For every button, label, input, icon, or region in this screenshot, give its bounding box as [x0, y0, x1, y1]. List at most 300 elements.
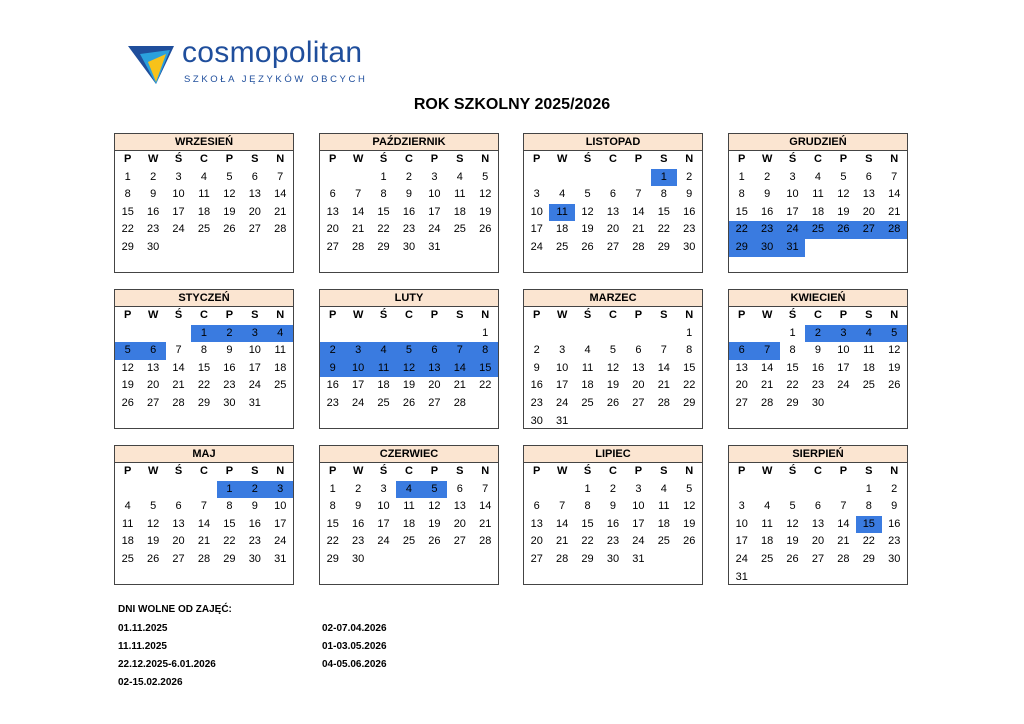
day-cell: 10 — [786, 188, 799, 201]
day-off-cell: 7 — [447, 342, 472, 360]
day-cell: 25 — [377, 396, 390, 409]
day-off-cell: 29 — [729, 239, 754, 257]
day-cell: 7 — [200, 500, 208, 513]
day-cell: 22 — [197, 379, 211, 392]
weekday-header: C — [405, 309, 413, 321]
day-cell: 29 — [683, 396, 696, 409]
day-cell: 19 — [147, 535, 160, 548]
day-cell: 26 — [428, 535, 441, 548]
day-cell: 16 — [223, 361, 236, 374]
weekday-header: P — [738, 153, 746, 165]
day-off-cell: 8 — [473, 342, 498, 360]
day-cell: 3 — [559, 344, 566, 357]
day-cell: 12 — [223, 188, 236, 201]
weekday-header: P — [329, 465, 337, 477]
day-cell: 3 — [380, 482, 387, 495]
day-cell: 10 — [377, 500, 390, 513]
day-off-cell: 7 — [754, 342, 779, 360]
day-cell: 17 — [786, 205, 799, 218]
day-off-cell: 3 — [345, 342, 370, 360]
weekday-header: P — [225, 153, 234, 165]
day-cell: 14 — [761, 361, 774, 374]
day-cell: 12 — [683, 500, 696, 513]
day-cell: 12 — [147, 517, 160, 530]
month-calendar — [523, 289, 703, 429]
weekday-header: S — [660, 309, 668, 321]
day-cell: 26 — [479, 223, 492, 236]
day-cell: 25 — [581, 396, 594, 409]
month-calendar — [319, 133, 499, 273]
day-cell: 6 — [251, 170, 258, 183]
day-cell: 1 — [865, 482, 872, 495]
day-off-cell: 6 — [422, 342, 447, 360]
weekday-header: W — [556, 153, 568, 165]
day-cell: 20 — [172, 535, 185, 548]
day-cell: 5 — [686, 482, 693, 495]
day-cell: 13 — [632, 361, 645, 374]
day-off-cell: 6 — [140, 342, 165, 360]
empty-cell — [191, 481, 216, 499]
day-off-cell: 6 — [729, 342, 754, 360]
day-cell: 29 — [197, 396, 211, 409]
day-off-cell: 25 — [805, 221, 830, 239]
day-cell: 27 — [453, 535, 466, 548]
day-cell: 20 — [530, 535, 543, 548]
day-cell: 18 — [657, 517, 670, 530]
day-cell: 20 — [326, 223, 339, 236]
day-cell: 3 — [635, 482, 642, 495]
day-cell: 18 — [862, 361, 875, 374]
day-cell: 9 — [355, 500, 362, 513]
day-cell: 8 — [329, 500, 336, 513]
day-cell: 2 — [764, 170, 771, 183]
day-cell: 22 — [862, 535, 875, 548]
month-name: KWIECIEŃ — [729, 290, 907, 307]
day-cell: 16 — [683, 205, 696, 218]
weekday-header: N — [890, 309, 899, 321]
day-cell: 8 — [686, 344, 693, 357]
weekday-header: S — [865, 309, 873, 321]
day-cell: 3 — [175, 170, 182, 183]
day-cell: 13 — [530, 517, 543, 530]
weekday-header: Ś — [379, 309, 388, 321]
day-grid — [729, 463, 907, 586]
day-cell: 17 — [377, 517, 390, 530]
day-cell: 24 — [274, 535, 287, 548]
day-cell: 29 — [377, 240, 390, 253]
day-cell: 28 — [172, 396, 185, 409]
day-cell: 31 — [428, 240, 441, 253]
day-cell: 29 — [862, 552, 875, 565]
empty-cell — [805, 481, 830, 499]
weekday-header: Ś — [583, 465, 592, 477]
day-cell: 28 — [352, 240, 365, 253]
day-cell: 25 — [453, 223, 466, 236]
day-cell: 4 — [584, 344, 591, 357]
day-off-cell: 23 — [754, 221, 779, 239]
day-cell: 3 — [738, 500, 745, 513]
day-cell: 30 — [223, 396, 236, 409]
empty-cell — [447, 325, 472, 343]
weekday-header: N — [481, 309, 490, 321]
day-cell: 15 — [735, 205, 748, 218]
weekday-header: Ś — [174, 309, 183, 321]
day-off-cell: 5 — [882, 325, 907, 343]
weekday-header: N — [890, 153, 899, 165]
weekday-header: S — [251, 465, 259, 477]
day-cell: 9 — [405, 188, 413, 201]
day-cell: 24 — [172, 223, 185, 236]
weekday-header: P — [430, 153, 439, 165]
day-grid — [115, 463, 293, 569]
day-cell: 13 — [453, 500, 466, 513]
day-cell: 21 — [453, 379, 466, 392]
day-cell: 6 — [865, 170, 872, 183]
day-cell: 16 — [402, 205, 416, 218]
month-name: WRZESIEŃ — [115, 134, 293, 151]
holiday-item: 22.12.2025-6.01.2026 — [118, 659, 216, 670]
weekday-header: N — [481, 465, 490, 477]
day-cell: 7 — [355, 188, 362, 201]
day-cell: 19 — [402, 379, 416, 392]
day-cell: 16 — [530, 379, 543, 392]
day-cell: 30 — [352, 552, 365, 565]
day-cell: 24 — [248, 379, 261, 392]
day-cell: 12 — [786, 517, 799, 530]
day-cell: 19 — [121, 379, 134, 392]
weekday-header: P — [839, 153, 848, 165]
day-grid — [729, 151, 907, 257]
day-cell: 17 — [530, 223, 543, 236]
day-cell: 2 — [405, 170, 413, 183]
day-cell: 14 — [172, 361, 185, 374]
day-cell: 6 — [814, 500, 822, 513]
day-cell: 26 — [147, 552, 160, 565]
day-cell: 21 — [657, 379, 670, 392]
weekday-header: W — [761, 465, 773, 477]
day-cell: 12 — [581, 205, 594, 218]
weekday-header: Ś — [379, 153, 388, 165]
day-cell: 23 — [530, 396, 543, 409]
weekday-header: P — [738, 465, 746, 477]
day-cell: 8 — [200, 344, 208, 357]
day-cell: 18 — [402, 517, 416, 530]
day-cell: 24 — [352, 396, 365, 409]
day-cell: 25 — [556, 240, 569, 253]
day-cell: 25 — [862, 379, 875, 392]
month-calendar — [523, 133, 703, 273]
day-cell: 20 — [248, 205, 261, 218]
day-grid — [320, 463, 498, 569]
day-cell: 23 — [326, 396, 339, 409]
day-cell: 26 — [581, 240, 594, 253]
day-cell: 10 — [735, 517, 748, 530]
day-cell: 19 — [786, 535, 799, 548]
day-cell: 16 — [811, 361, 825, 374]
empty-cell — [524, 481, 549, 499]
weekday-header: N — [276, 465, 285, 477]
empty-cell — [524, 325, 549, 343]
day-cell: 11 — [863, 344, 875, 357]
day-cell: 20 — [735, 379, 748, 392]
day-cell: 31 — [556, 414, 569, 427]
day-cell: 8 — [660, 188, 667, 201]
day-cell: 23 — [606, 535, 620, 548]
day-cell: 24 — [632, 535, 645, 548]
weekday-header: Ś — [788, 465, 797, 477]
day-cell: 30 — [811, 396, 825, 409]
day-cell: 6 — [175, 500, 182, 513]
day-off-cell: 13 — [422, 360, 447, 378]
day-cell: 5 — [840, 170, 847, 183]
day-off-cell: 2 — [805, 325, 830, 343]
day-cell: 27 — [428, 396, 441, 409]
day-cell: 10 — [428, 188, 441, 201]
day-cell: 4 — [559, 188, 566, 201]
weekday-header: Ś — [788, 309, 797, 321]
holiday-item: 04-05.06.2026 — [322, 659, 387, 670]
day-cell: 6 — [533, 500, 540, 513]
day-cell: 6 — [456, 482, 463, 495]
empty-cell — [754, 325, 779, 343]
month-calendar — [114, 133, 294, 273]
weekday-header: P — [430, 309, 439, 321]
day-off-cell: 4 — [268, 325, 293, 343]
weekday-header: P — [225, 309, 234, 321]
month-calendar — [319, 445, 499, 585]
day-off-cell: 31 — [780, 239, 805, 257]
day-cell: 14 — [657, 361, 670, 374]
day-cell: 12 — [479, 188, 492, 201]
day-cell: 9 — [226, 344, 233, 357]
day-cell: 31 — [632, 552, 645, 565]
day-cell: 15 — [683, 361, 696, 374]
day-off-cell: 3 — [268, 481, 293, 499]
day-cell: 6 — [609, 188, 617, 201]
day-cell: 30 — [402, 240, 416, 253]
empty-cell — [600, 169, 625, 187]
day-cell: 23 — [683, 223, 696, 236]
weekday-header: S — [456, 465, 464, 477]
weekday-header: Ś — [583, 309, 592, 321]
day-cell: 5 — [150, 500, 157, 513]
day-cell: 8 — [380, 188, 387, 201]
day-cell: 10 — [556, 361, 569, 374]
day-cell: 21 — [761, 379, 774, 392]
weekday-header: C — [200, 309, 208, 321]
weekday-header: P — [329, 309, 337, 321]
day-cell: 18 — [761, 535, 774, 548]
day-cell: 14 — [197, 517, 211, 530]
day-cell: 12 — [837, 188, 850, 201]
day-cell: 8 — [124, 188, 131, 201]
day-off-cell: 5 — [422, 481, 447, 499]
weekday-header: C — [814, 309, 822, 321]
empty-cell — [754, 481, 779, 499]
day-cell: 2 — [686, 170, 693, 183]
day-cell: 8 — [738, 188, 745, 201]
weekday-header: Ś — [788, 153, 797, 165]
weekday-header: C — [609, 465, 617, 477]
day-cell: 7 — [482, 482, 489, 495]
day-cell: 19 — [428, 517, 441, 530]
day-cell: 22 — [121, 223, 134, 236]
day-cell: 26 — [786, 552, 799, 565]
day-cell: 28 — [761, 396, 774, 409]
weekday-header: S — [865, 153, 873, 165]
day-cell: 5 — [482, 170, 489, 183]
day-cell: 31 — [735, 570, 748, 583]
weekday-header: C — [814, 153, 822, 165]
day-cell: 1 — [686, 326, 693, 339]
empty-cell — [575, 169, 600, 187]
empty-cell — [651, 325, 676, 343]
weekday-header: W — [352, 153, 364, 165]
day-cell: 24 — [377, 535, 390, 548]
day-cell: 6 — [329, 188, 336, 201]
weekday-header: Ś — [174, 465, 183, 477]
day-cell: 15 — [657, 205, 670, 218]
day-cell: 25 — [121, 552, 134, 565]
month-name: MARZEC — [524, 290, 702, 307]
day-cell: 21 — [888, 205, 901, 218]
day-cell: 21 — [352, 223, 365, 236]
day-cell: 23 — [811, 379, 825, 392]
day-cell: 28 — [274, 223, 287, 236]
month-calendar — [319, 289, 499, 429]
day-cell: 28 — [556, 552, 569, 565]
day-cell: 18 — [274, 361, 287, 374]
empty-cell — [831, 481, 856, 499]
day-cell: 11 — [274, 344, 286, 357]
weekday-header: W — [556, 465, 568, 477]
logo-mark-icon — [126, 42, 176, 86]
weekday-header: W — [147, 153, 159, 165]
weekday-header: N — [685, 465, 694, 477]
day-cell: 26 — [888, 379, 901, 392]
day-cell: 13 — [811, 517, 825, 530]
holiday-item: 01.11.2025 — [118, 623, 168, 634]
day-cell: 22 — [326, 535, 339, 548]
day-cell: 27 — [530, 552, 543, 565]
day-cell: 28 — [479, 535, 492, 548]
day-cell: 18 — [453, 205, 466, 218]
day-cell: 27 — [248, 223, 261, 236]
day-off-cell: 4 — [856, 325, 881, 343]
day-cell: 10 — [837, 344, 850, 357]
weekday-header: P — [533, 309, 541, 321]
day-cell: 17 — [248, 361, 261, 374]
day-cell: 27 — [811, 552, 825, 565]
page-title: ROK SZKOLNY 2025/2026 — [413, 96, 611, 113]
day-cell: 20 — [428, 379, 441, 392]
day-cell: 12 — [428, 500, 441, 513]
weekday-header: C — [405, 465, 413, 477]
day-cell: 15 — [326, 517, 339, 530]
empty-cell — [524, 169, 549, 187]
day-cell: 16 — [761, 205, 774, 218]
day-off-cell: 9 — [320, 360, 345, 378]
weekday-header: P — [634, 465, 643, 477]
day-off-cell: 30 — [754, 239, 779, 257]
weekday-header: C — [814, 465, 822, 477]
day-cell: 17 — [632, 517, 645, 530]
weekday-header: N — [276, 153, 285, 165]
day-cell: 17 — [274, 517, 287, 530]
day-grid — [320, 151, 498, 257]
day-cell: 3 — [789, 170, 796, 183]
day-off-cell: 10 — [345, 360, 370, 378]
day-cell: 15 — [121, 205, 134, 218]
day-cell: 30 — [683, 240, 696, 253]
day-cell: 22 — [479, 379, 492, 392]
empty-cell — [320, 325, 345, 343]
day-cell: 7 — [277, 170, 284, 183]
day-cell: 21 — [837, 535, 850, 548]
month-name: PAŹDZIERNIK — [320, 134, 498, 151]
weekday-header: Ś — [583, 153, 592, 165]
day-cell: 26 — [402, 396, 416, 409]
day-cell: 21 — [632, 223, 645, 236]
day-off-cell: 26 — [831, 221, 856, 239]
day-cell: 29 — [223, 552, 236, 565]
empty-cell — [166, 481, 191, 499]
empty-cell — [166, 325, 191, 343]
empty-cell — [549, 325, 574, 343]
day-cell: 9 — [150, 188, 157, 201]
cosmopolitan-logo — [126, 36, 396, 88]
day-cell: 14 — [274, 188, 287, 201]
day-cell: 14 — [352, 205, 365, 218]
day-cell: 13 — [606, 205, 620, 218]
day-cell: 9 — [533, 361, 540, 374]
empty-cell — [140, 325, 165, 343]
day-off-cell: 14 — [447, 360, 472, 378]
day-cell: 16 — [606, 517, 620, 530]
day-cell: 29 — [121, 240, 134, 253]
day-cell: 7 — [891, 170, 898, 183]
weekday-header: S — [456, 153, 464, 165]
weekday-header: N — [276, 309, 285, 321]
day-cell: 1 — [584, 482, 591, 495]
empty-cell — [371, 325, 396, 343]
day-cell: 5 — [609, 344, 617, 357]
weekday-header: W — [761, 153, 773, 165]
day-cell: 20 — [862, 205, 875, 218]
day-cell: 20 — [811, 535, 825, 548]
weekday-header: C — [200, 465, 208, 477]
day-cell: 2 — [150, 170, 157, 183]
day-cell: 22 — [377, 223, 390, 236]
weekday-header: S — [251, 309, 259, 321]
weekday-header: C — [200, 153, 208, 165]
day-cell: 13 — [248, 188, 261, 201]
day-cell: 16 — [888, 517, 901, 530]
holidays-section — [118, 604, 518, 716]
day-off-cell: 24 — [780, 221, 805, 239]
empty-cell — [626, 169, 651, 187]
day-cell: 4 — [814, 170, 822, 183]
day-cell: 1 — [738, 170, 745, 183]
day-off-cell: 15 — [473, 360, 498, 378]
day-cell: 14 — [632, 205, 645, 218]
day-cell: 10 — [632, 500, 645, 513]
day-cell: 7 — [559, 500, 566, 513]
day-cell: 19 — [479, 205, 492, 218]
day-cell: 8 — [865, 500, 872, 513]
day-cell: 3 — [533, 188, 540, 201]
day-grid — [729, 307, 907, 413]
